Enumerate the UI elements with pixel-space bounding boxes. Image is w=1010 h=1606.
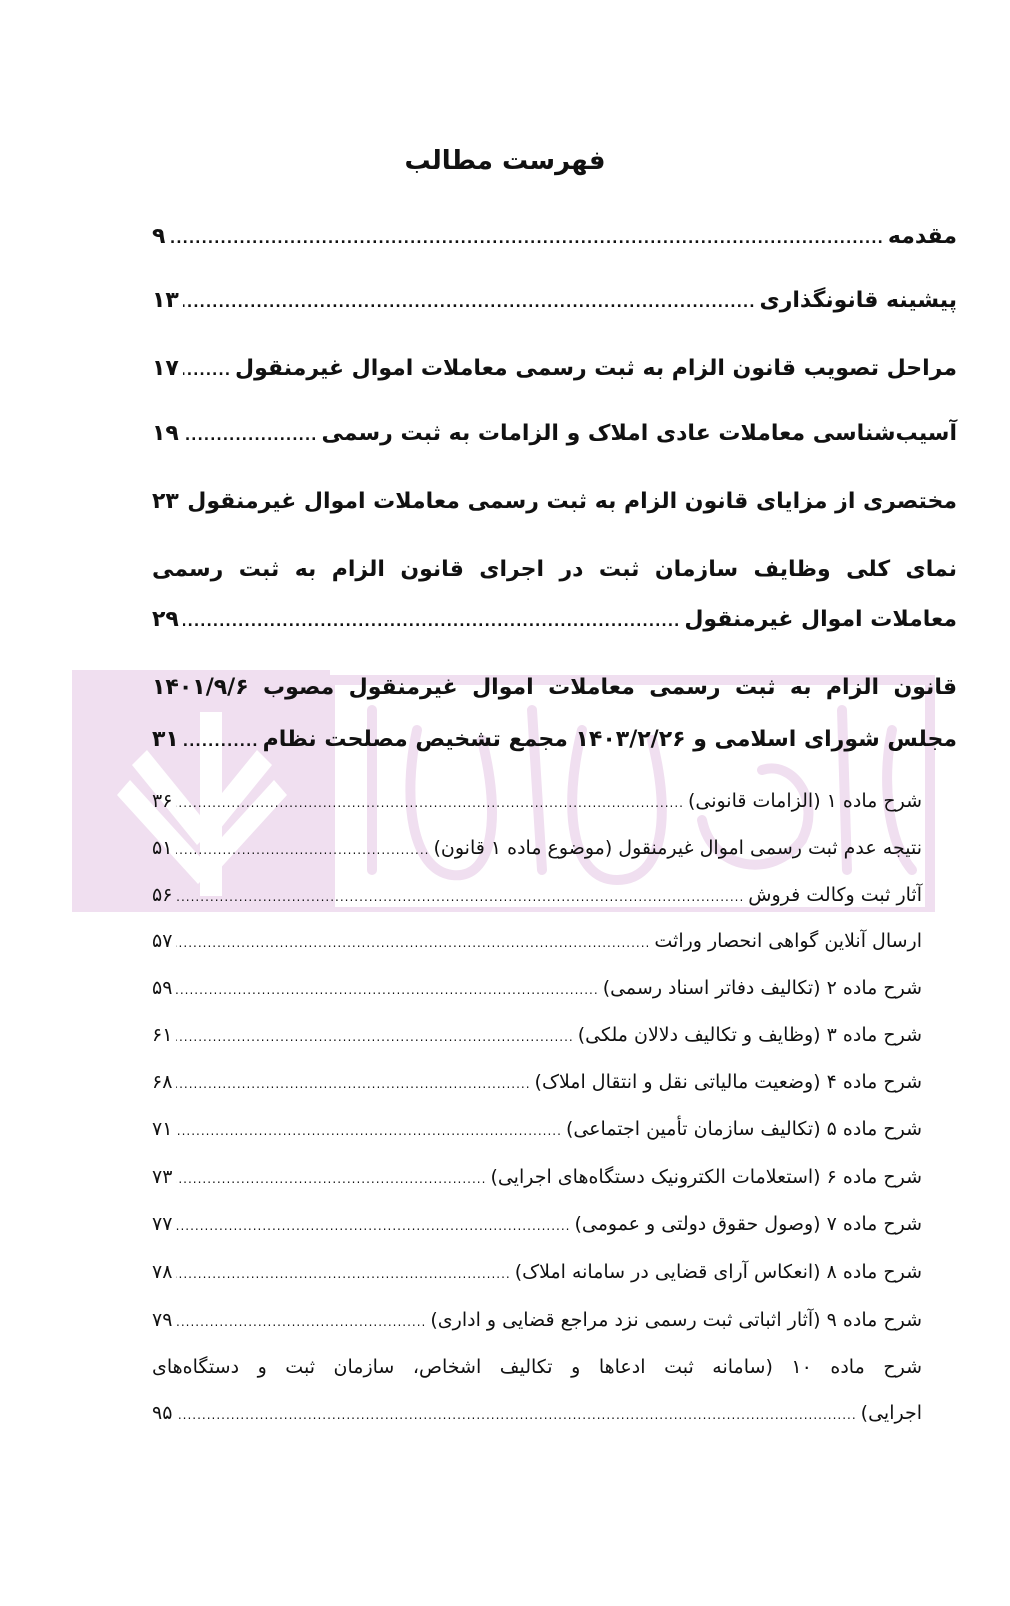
toc-entry-page: ۱۹	[152, 421, 179, 446]
toc-entry-title: مقدمه	[887, 224, 957, 249]
toc-entry-page: ۷۷	[152, 1213, 173, 1235]
toc-entry-page: ۵۶	[152, 884, 173, 906]
dot-leader	[176, 796, 684, 810]
toc-entry-page: ۷۳	[152, 1166, 173, 1188]
dot-leader	[169, 231, 883, 247]
toc-entry-page: ۳۱	[152, 727, 179, 752]
toc-entry-title-line2: اجرایی)	[860, 1402, 922, 1424]
dot-leader	[176, 1077, 530, 1091]
toc-entry-title: پیشینه قانونگذاری	[759, 288, 957, 313]
toc-entry-title: آثار ثبت وکالت فروش	[748, 884, 922, 906]
toc-entry[interactable]	[152, 356, 957, 381]
toc-entry[interactable]	[152, 790, 922, 812]
toc-entry-title: شرح ماده ۱ (الزامات قانونی)	[687, 790, 922, 812]
toc-entry-title: شرح ماده ۹ (آثار اثباتی ثبت رسمی نزد مراجع قضایی و اداری)	[430, 1309, 922, 1331]
toc-entry[interactable]	[152, 421, 957, 446]
toc-entry-title: نتیجه عدم ثبت رسمی اموال غیرمنقول (موضوع ماده ۱ قانون)	[433, 837, 922, 859]
toc-entry-page: ۲۹	[152, 607, 179, 632]
toc-entry[interactable]	[152, 1118, 922, 1140]
toc-entry-page: ۵۷	[152, 930, 173, 952]
toc-entry-title: شرح ماده ۷ (وصول حقوق دولتی و عمومی)	[574, 1213, 922, 1235]
toc-entry[interactable]	[152, 1024, 922, 1046]
toc-entry-page: ۷۹	[152, 1309, 173, 1331]
dot-leader	[176, 1030, 573, 1044]
toc-entry[interactable]	[152, 1166, 922, 1188]
dot-leader	[183, 295, 756, 311]
toc-entry[interactable]	[152, 1213, 922, 1235]
toc-entry[interactable]	[152, 288, 957, 313]
toc-entry-page: ۶۸	[152, 1071, 173, 1093]
toc-entry-title: شرح ماده ۴ (وضعیت مالیاتی نقل و انتقال املاک)	[534, 1071, 922, 1093]
toc-entry-title: شرح ماده ۶ (استعلامات الکترونیک دستگاه‌های اجرایی)	[490, 1166, 922, 1188]
toc-entry-page: ۷۸	[152, 1261, 173, 1283]
toc-entry-page: ۹۵	[152, 1402, 173, 1424]
dot-leader	[176, 1124, 562, 1138]
dot-leader	[176, 890, 744, 904]
toc-entry-title: مختصری از مزایای قانون الزام به ثبت رسمی معاملات اموال غیرمنقول	[187, 489, 957, 514]
toc-entry-page: ۲۳	[152, 489, 179, 514]
toc-entry[interactable]	[152, 1071, 922, 1093]
toc-entry-title: ارسال آنلاین گواهی انحصار وراثت	[654, 930, 922, 952]
toc-entry-page: ۹	[152, 224, 166, 249]
toc-entry-page: ۶۱	[152, 1024, 173, 1046]
dot-leader	[176, 1219, 570, 1233]
toc-entry[interactable]	[152, 1402, 922, 1424]
toc-entry-title: آسیب‌شناسی معاملات عادی املاک و الزامات به ثبت رسمی	[321, 421, 957, 446]
toc-entry[interactable]	[152, 930, 922, 952]
toc-entry-page: ۵۱	[152, 837, 173, 859]
toc-entry[interactable]	[152, 607, 957, 632]
dot-leader	[183, 614, 680, 630]
toc-entry[interactable]	[152, 489, 957, 514]
dot-leader	[183, 734, 259, 750]
toc-entry-title-line1[interactable]: نمای کلی وظایف سازمان ثبت در اجرای قانون الزام به ثبت رسمی	[152, 557, 957, 582]
dot-leader	[176, 843, 429, 857]
toc-entry-title-line1[interactable]: قانون الزام به ثبت رسمی معاملات اموال غیرمنقول مصوب ۱۴۰۱/۹/۶	[152, 675, 957, 700]
toc-entry[interactable]	[152, 977, 922, 999]
toc-entry-title: مراحل تصویب قانون الزام به ثبت رسمی معاملات اموال غیرمنقول	[235, 356, 957, 381]
toc-entry-title: شرح ماده ۳ (وظایف و تکالیف دلالان ملکی)	[577, 1024, 922, 1046]
toc-entry-page: ۱۳	[152, 288, 179, 313]
toc-entry[interactable]	[152, 884, 922, 906]
toc-entry-title: شرح ماده ۸ (انعکاس آرای قضایی در سامانه املاک)	[514, 1261, 922, 1283]
dot-leader	[176, 1172, 486, 1186]
toc-entry-title-line2: معاملات اموال غیرمنقول	[684, 607, 957, 632]
dot-leader	[183, 428, 318, 444]
dot-leader	[176, 1408, 856, 1422]
toc-entry-title-line1[interactable]: شرح ماده ۱۰ (سامانه ثبت ادعاها و تکالیف اشخاص، سازمان ثبت و دستگاه‌های	[152, 1356, 922, 1378]
toc-entry-title: شرح ماده ۵ (تکالیف سازمان تأمین اجتماعی)	[565, 1118, 922, 1140]
toc-entry[interactable]	[152, 1309, 922, 1331]
toc-entry[interactable]	[152, 1261, 922, 1283]
dot-leader	[176, 983, 598, 997]
dot-leader	[176, 936, 650, 950]
toc-entry[interactable]	[152, 727, 957, 752]
toc-entry-page: ۳۶	[152, 790, 173, 812]
dot-leader	[176, 1267, 510, 1281]
toc-entry-title-line2: مجلس شورای اسلامی و ۱۴۰۳/۲/۲۶ مجمع تشخیص مصلحت نظام	[262, 727, 957, 752]
page-title: فهرست مطالب	[404, 146, 606, 176]
dot-leader	[176, 1315, 426, 1329]
toc-entry-page: ۵۹	[152, 977, 173, 999]
toc-entry-page: ۱۷	[152, 356, 179, 381]
toc-entry-page: ۷۱	[152, 1118, 173, 1140]
dot-leader	[183, 363, 231, 379]
toc-entry[interactable]	[152, 224, 957, 249]
toc-entry-title: شرح ماده ۲ (تکالیف دفاتر اسناد رسمی)	[602, 977, 922, 999]
toc-entry[interactable]	[152, 837, 922, 859]
